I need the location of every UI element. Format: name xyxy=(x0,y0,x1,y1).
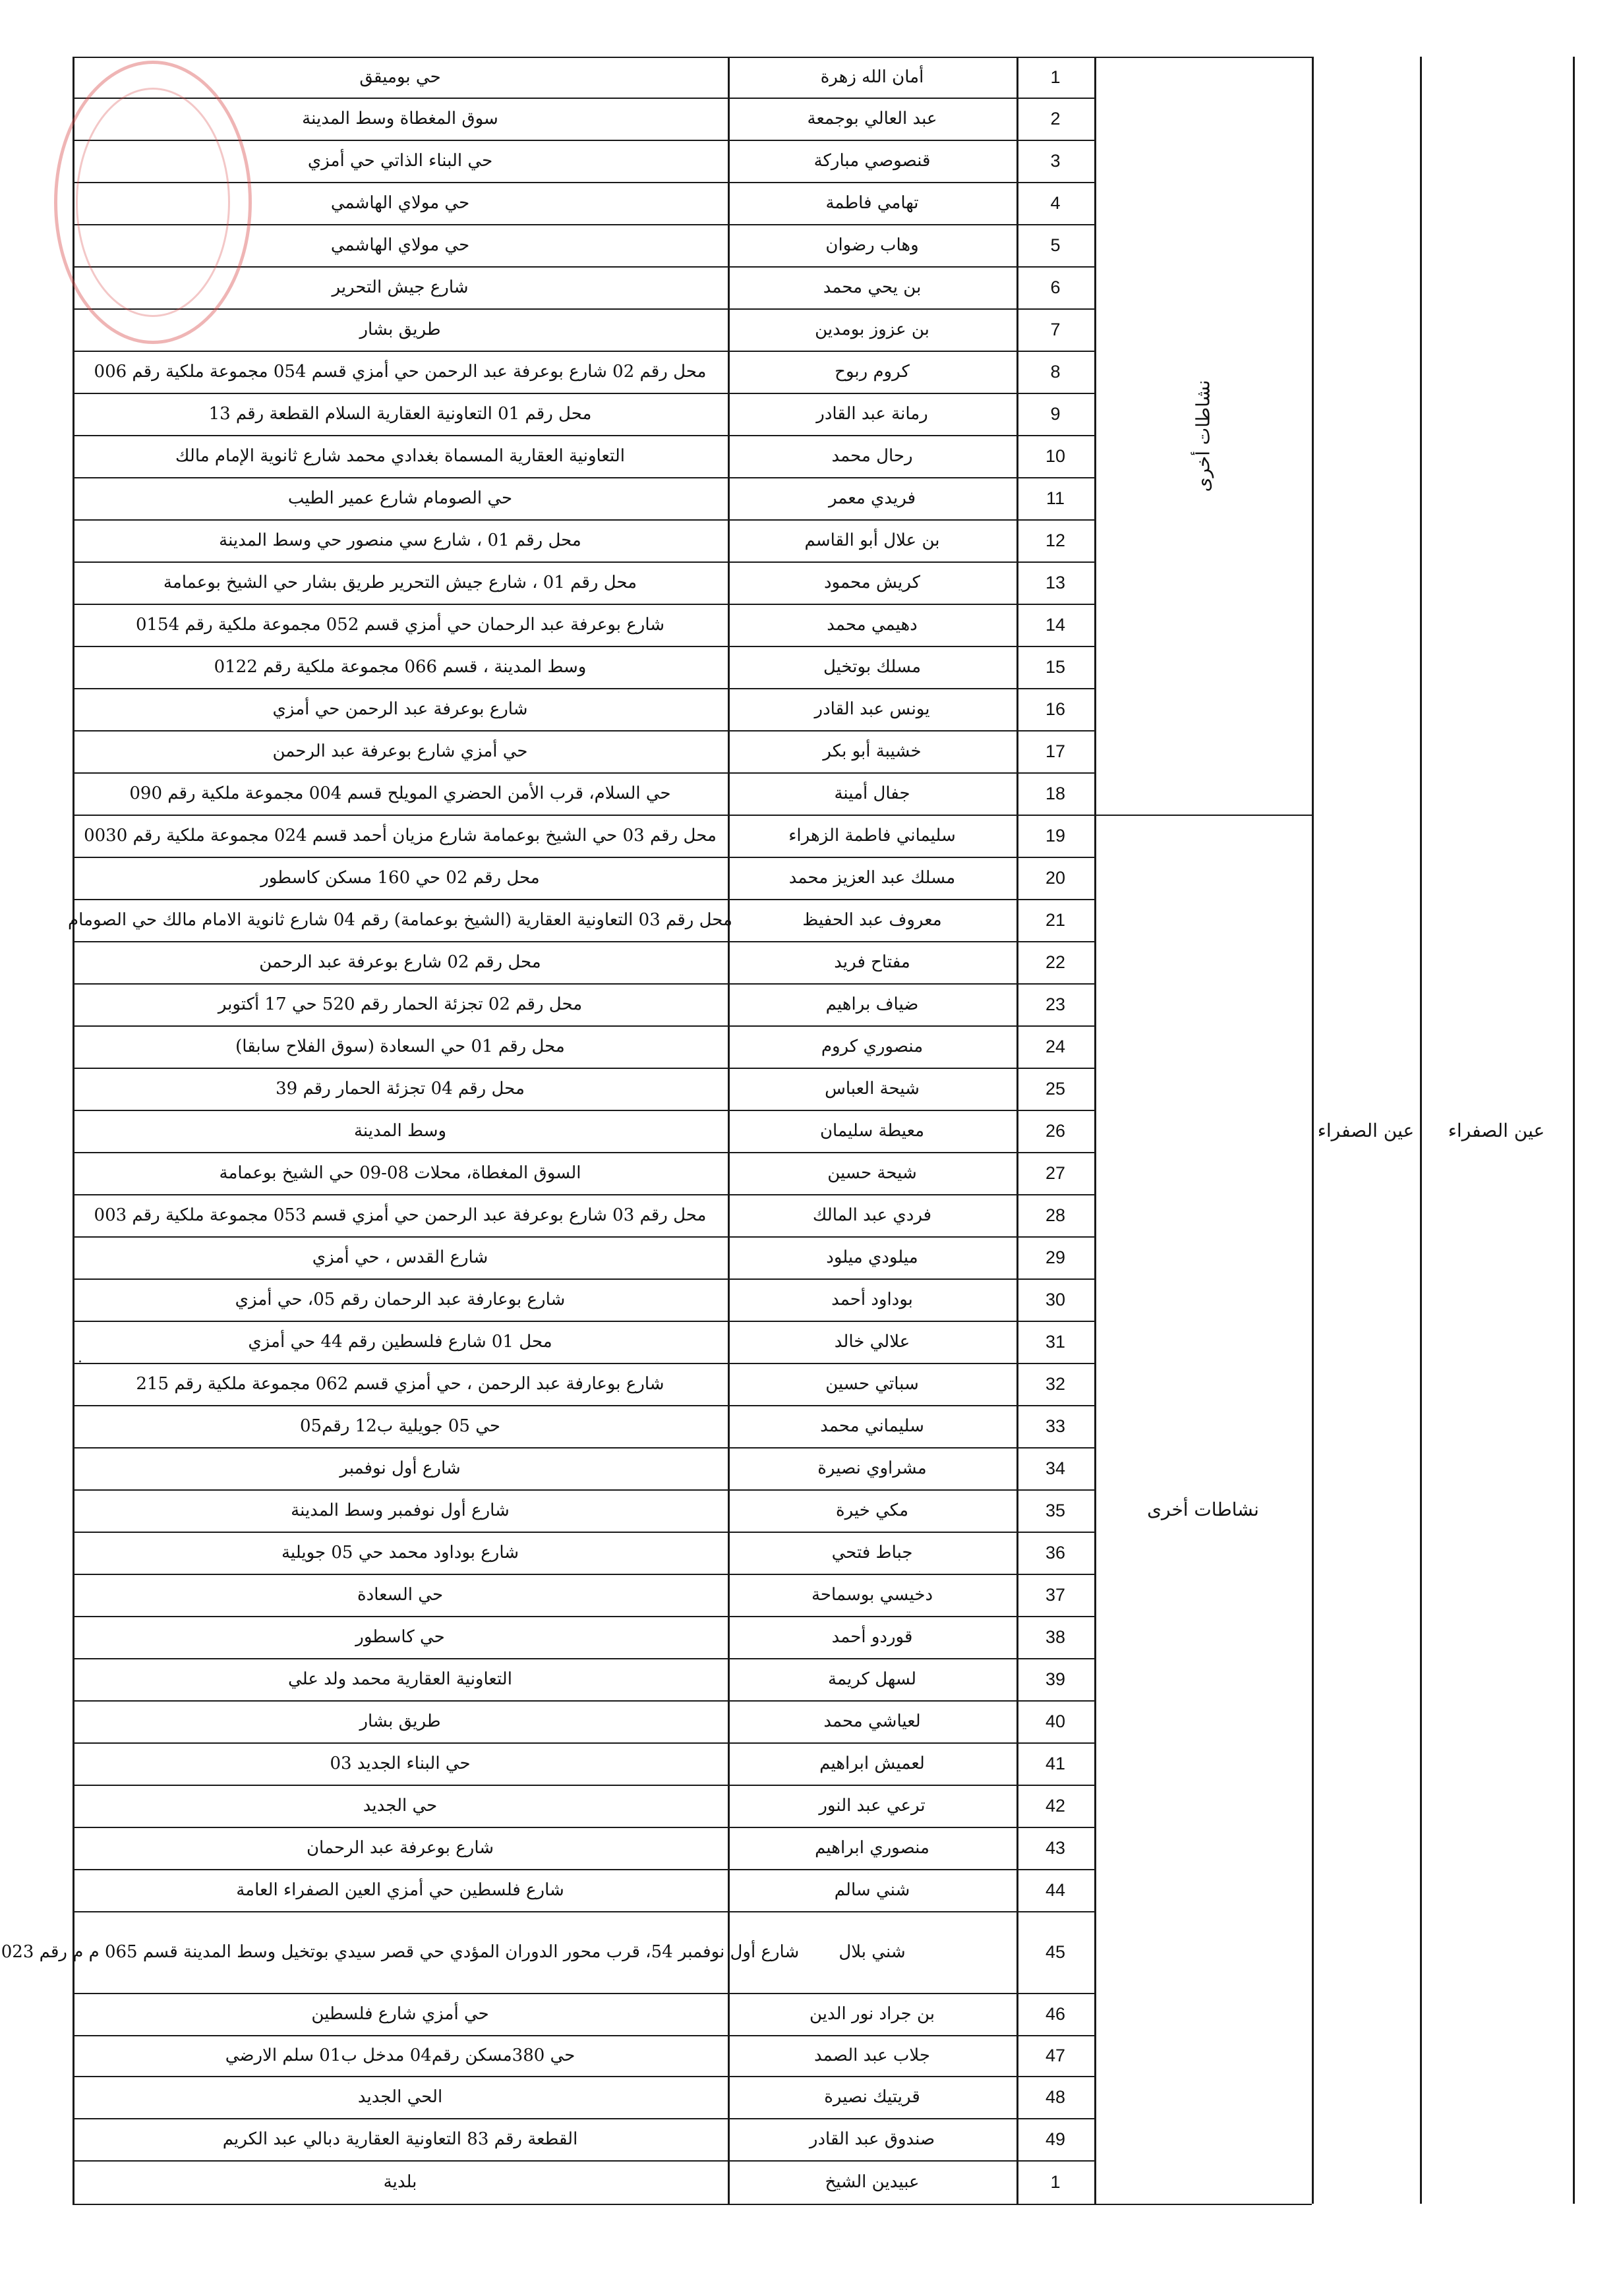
row-number-cell: 8 xyxy=(1050,361,1061,382)
address-cell: محل رقم 01 التعاونية العقارية السلام القطعة رقم 13 xyxy=(208,404,592,424)
row-number-cell: 29 xyxy=(1045,1247,1066,1267)
row-number-cell: 16 xyxy=(1045,699,1066,719)
activity-group-2-label: نشاطات أخرى xyxy=(1147,1498,1259,1520)
name-cell: قنصوصي مباركة xyxy=(813,151,931,171)
grid-vertical-line xyxy=(1573,57,1575,2204)
address-cell: سوق المغطاة وسط المدينة xyxy=(302,109,498,129)
address-cell: محل رقم 03 شارع بوعرفة عبد الرحمن حي أمزي قسم 053 مجموعة ملكية رقم 003 xyxy=(94,1205,707,1225)
row-number-cell: 19 xyxy=(1045,825,1066,846)
daira-label: عين الصفراء xyxy=(1448,1119,1545,1141)
name-cell: علالي خالد xyxy=(834,1332,910,1352)
address-cell: محل رقم 01 حي السعادة (سوق الفلاح سابقا) xyxy=(235,1037,565,1056)
name-cell: يونس عبد القادر xyxy=(814,699,930,719)
name-cell: كروم ربوح xyxy=(835,362,910,382)
row-number-cell: 6 xyxy=(1050,277,1061,297)
name-cell: عبيدين الشيخ xyxy=(825,2172,920,2192)
name-cell: مسلك بوتخيل xyxy=(823,657,922,677)
address-cell: السوق المغطاة، محلات 08-09 حي الشيخ بوعمامة xyxy=(219,1163,581,1183)
row-number-cell: 10 xyxy=(1045,445,1066,466)
name-cell: عبد العالي بوجمعة xyxy=(807,109,937,129)
name-cell: فريدي معمر xyxy=(828,488,916,508)
row-number-cell: 41 xyxy=(1045,1753,1066,1773)
address-cell: الحي الجديد xyxy=(357,2087,443,2107)
row-number-cell: 24 xyxy=(1045,1036,1066,1056)
row-number-cell: 22 xyxy=(1045,952,1066,972)
address-cell: حي الجديد xyxy=(363,1796,438,1816)
grid-horizontal-line xyxy=(1094,2204,1312,2205)
row-number-cell: 43 xyxy=(1045,1837,1066,1858)
address-cell: حي بوميقق xyxy=(359,67,441,87)
address-cell: شارع بوعرفة عبد الرحمان xyxy=(306,1838,494,1858)
activity-group-2 xyxy=(1094,815,1312,2204)
name-cell: مشراوي نصيرة xyxy=(817,1458,927,1478)
name-cell: دخيسي بوسماحة xyxy=(811,1585,933,1605)
address-cell: حي السعادة xyxy=(357,1585,444,1605)
address-cell: القطعة رقم 83 التعاونية العقارية دبالي عبد الكريم xyxy=(222,2129,578,2149)
name-cell: سباتي حسين xyxy=(825,1374,919,1394)
commune-label: عين الصفراء xyxy=(1317,1119,1415,1141)
row-number-cell: 34 xyxy=(1045,1458,1066,1478)
name-cell: دهيمي محمد xyxy=(827,615,918,635)
name-cell: ضياف براهيم xyxy=(825,994,919,1014)
address-cell: حي 380مسكن رقم04 مدخل ب01 سلم الارضي xyxy=(225,2046,575,2065)
address-cell: شارع بوعرفة عبد الرحمن حي أمزي xyxy=(272,699,528,719)
address-cell: محل رقم 04 تجزئة الحمار رقم 39 xyxy=(276,1079,525,1099)
address-cell: حي كاسطور xyxy=(355,1627,445,1647)
name-cell: بن يحي محمد xyxy=(823,277,922,297)
address-cell: شارع أول نوفمبر وسط المدينة xyxy=(291,1501,510,1520)
name-cell: معروف عبد الحفيظ xyxy=(802,910,942,930)
row-number-cell: 7 xyxy=(1050,319,1061,339)
name-cell: قريتيك نصيرة xyxy=(824,2087,920,2107)
row-number-cell: 32 xyxy=(1045,1373,1066,1394)
row-number-cell: 46 xyxy=(1045,2003,1066,2024)
name-cell: كريش محمود xyxy=(823,573,921,592)
name-cell: بن علال أبو القاسم xyxy=(804,531,940,550)
address-cell: التعاونية العقارية محمد ولد علي xyxy=(288,1669,512,1689)
name-cell: رحال محمد xyxy=(831,446,913,466)
row-number-cell: 15 xyxy=(1045,656,1066,677)
row-number-cell: 14 xyxy=(1045,614,1066,635)
row-number-cell: 30 xyxy=(1045,1289,1066,1309)
address-cell: شارع بوعرفة عبد الرحمان حي أمزي قسم 052 مجموعة ملكية رقم 0154 xyxy=(135,615,665,635)
name-cell: مكي خيرة xyxy=(835,1501,909,1520)
address-cell: حي الصومام شارع عمير الطيب xyxy=(287,488,513,508)
address-cell: التعاونية العقارية المسماة بغدادي محمد شارع ثانوية الإمام مالك xyxy=(175,446,626,466)
address-cell: محل رقم 02 شارع بوعرفة عبد الرحمن xyxy=(259,952,541,972)
address-cell: محل رقم 01 ، شارع جيش التحرير طريق بشار حي الشيخ بوعمامة xyxy=(163,573,637,592)
address-cell: طريق بشار xyxy=(359,1711,441,1731)
row-number-cell: 21 xyxy=(1045,909,1066,930)
row-number-cell: 47 xyxy=(1045,2045,1066,2065)
name-cell: فردي عبد المالك xyxy=(812,1205,932,1225)
row-number-cell: 2 xyxy=(1050,108,1061,129)
name-cell: سليماني فاطمة الزهراء xyxy=(788,826,956,846)
address-cell: حي أمزي شارع فلسطين xyxy=(311,2004,489,2024)
row-number-cell: 31 xyxy=(1045,1331,1066,1352)
address-cell: محل 01 شارع فلسطين رقم 44 حي أمزي xyxy=(248,1332,552,1352)
address-cell: طريق بشار xyxy=(359,320,441,339)
name-cell: شني سالم xyxy=(834,1880,910,1900)
row-number-cell: 23 xyxy=(1045,994,1066,1014)
address-cell: محل رقم 02 شارع بوعرفة عبد الرحمن حي أمزي قسم 054 مجموعة ملكية رقم 006 xyxy=(94,362,707,382)
address-cell: بلدية xyxy=(383,2172,417,2192)
row-number-cell: 1 xyxy=(1050,67,1061,87)
row-number-cell: 25 xyxy=(1045,1078,1066,1099)
address-cell: حي 05 جويلية ب12 رقم05 xyxy=(300,1416,500,1436)
name-cell: بن عزوز بومدين xyxy=(815,320,929,339)
row-number-cell: 40 xyxy=(1045,1711,1066,1731)
name-cell: لسهل كريمة xyxy=(828,1669,916,1689)
address-cell: حي أمزي شارع بوعرفة عبد الرحمن xyxy=(272,741,528,761)
name-cell: ترعي عبد النور xyxy=(819,1796,926,1816)
row-number-cell: 9 xyxy=(1050,403,1061,424)
address-cell: شارع بوعارفة عبد الرحمان رقم 05، حي أمزي xyxy=(235,1290,566,1309)
address-cell: حي مولاي الهاشمي xyxy=(330,193,470,213)
row-number-cell: 44 xyxy=(1045,1880,1066,1900)
address-cell: محل رقم 01 ، شارع سي منصور حي وسط المدينة xyxy=(219,531,581,550)
name-cell: لعياشي محمد xyxy=(823,1711,921,1731)
name-cell: جباط فتحي xyxy=(831,1543,913,1563)
name-cell: تهامي فاطمة xyxy=(825,193,919,213)
commune-cell xyxy=(1312,57,1420,2204)
name-cell: أمان الله زهرة xyxy=(820,67,924,87)
address-cell: حي مولاي الهاشمي xyxy=(330,235,470,255)
name-cell: صندوق عبد القادر xyxy=(809,2129,935,2149)
row-number-cell: 45 xyxy=(1045,1941,1066,1962)
name-cell: قوردو أحمد xyxy=(831,1627,913,1647)
name-cell: شني بلال xyxy=(839,1942,906,1962)
row-number-cell: 17 xyxy=(1045,741,1066,761)
address-cell: شارع أول نوفمبر 54، قرب محور الدوران المؤدي حي قصر سيدي بوتخيل وسط المدينة قسم 065 م م رقم 023 xyxy=(1,1942,800,1962)
name-cell: وهاب رضوان xyxy=(825,235,919,255)
address-cell: حي البناء الجديد 03 xyxy=(330,1754,471,1773)
daira-cell xyxy=(1420,57,1573,2204)
name-cell: رمانة عبد القادر xyxy=(816,404,928,424)
row-number-cell: 37 xyxy=(1045,1584,1066,1605)
address-cell: شارع أول نوفمبر xyxy=(339,1458,461,1478)
row-number-cell: 1 xyxy=(1050,2171,1061,2192)
address-cell: وسط المدينة xyxy=(353,1121,447,1141)
address-cell: محل رقم 02 حي 160 مسكن كاسطور xyxy=(260,868,540,888)
row-number-cell: 38 xyxy=(1045,1626,1066,1647)
address-cell: حي السلام، قرب الأمن الحضري المويلح قسم 004 مجموعة ملكية رقم 090 xyxy=(129,784,671,803)
row-number-cell: 39 xyxy=(1045,1669,1066,1689)
address-cell: حي البناء الذاتي حي أمزي xyxy=(307,151,493,171)
name-cell: جلاب عبد الصمد xyxy=(814,2046,930,2065)
row-number-cell: 12 xyxy=(1045,530,1066,550)
row-number-cell: 11 xyxy=(1045,488,1065,508)
name-cell: منصوري كروم xyxy=(821,1037,924,1056)
row-number-cell: 18 xyxy=(1045,783,1066,803)
address-cell: شارع فلسطين حي أمزي العين الصفراء العامة xyxy=(236,1880,564,1900)
row-number-cell: 3 xyxy=(1050,150,1061,171)
name-cell: بوداود أحمد xyxy=(831,1290,913,1309)
row-number-cell: 35 xyxy=(1045,1500,1066,1520)
address-cell: شارع جيش التحرير xyxy=(332,277,469,297)
address-cell: محل رقم 03 حي الشيخ بوعمامة شارع مزيان أحمد قسم 024 مجموعة ملكية رقم 0030 xyxy=(84,826,717,846)
address-cell: شارع بوعارفة عبد الرحمن ، حي أمزي قسم 062 مجموعة ملكية رقم 215 xyxy=(136,1374,664,1394)
name-cell: معيطة سليمان xyxy=(819,1121,925,1141)
row-number-cell: 20 xyxy=(1045,867,1066,888)
name-cell: جفال أمينة xyxy=(834,784,910,803)
name-cell: منصوري ابراهيم xyxy=(815,1838,929,1858)
address-cell: شارع القدس ، حي أمزي xyxy=(312,1248,488,1267)
name-cell: سليماني محمد xyxy=(820,1416,924,1436)
row-number-cell: 5 xyxy=(1050,235,1061,255)
row-number-cell: 36 xyxy=(1045,1542,1066,1563)
row-number-cell: 27 xyxy=(1045,1162,1066,1183)
address-cell: محل رقم 02 تجزئة الحمار رقم 520 حي 17 أكتوبر xyxy=(218,994,583,1014)
row-number-cell: 48 xyxy=(1045,2086,1066,2107)
address-cell: شارع بوداود محمد حي 05 جويلية xyxy=(281,1543,519,1563)
grid-horizontal-line xyxy=(73,2204,1094,2205)
address-cell: محل رقم 03 التعاونية العقارية (الشيخ بوعمامة) رقم 04 شارع ثانوية الامام مالك حي الصومام xyxy=(68,910,732,930)
row-number-cell: 33 xyxy=(1045,1416,1066,1436)
name-cell: لعميش ابراهيم xyxy=(819,1754,925,1773)
activity-group-1 xyxy=(1094,57,1312,815)
name-cell: مسلك عبد العزيز محمد xyxy=(788,868,956,888)
name-cell: شيحة حسين xyxy=(827,1163,917,1183)
row-number-cell: 49 xyxy=(1045,2129,1066,2149)
row-number-cell: 13 xyxy=(1045,572,1066,592)
row-number-cell: 4 xyxy=(1050,192,1061,213)
activity-group-1-label: نشاطات أخرى xyxy=(1192,380,1214,492)
name-cell: مفتاح فريد xyxy=(834,952,910,972)
name-cell: شيحة العباس xyxy=(825,1079,920,1099)
row-number-cell: 42 xyxy=(1045,1795,1066,1816)
row-number-cell: 26 xyxy=(1045,1120,1066,1141)
margin-mark: . xyxy=(78,1350,82,1366)
name-cell: بن جراد نور الدين xyxy=(809,2004,935,2024)
row-number-cell: 28 xyxy=(1045,1205,1066,1225)
name-cell: ميلودي ميلود xyxy=(826,1248,918,1267)
address-cell: وسط المدينة ، قسم 066 مجموعة ملكية رقم 0122 xyxy=(214,657,587,677)
name-cell: خشيبة أبو بكر xyxy=(823,741,922,761)
